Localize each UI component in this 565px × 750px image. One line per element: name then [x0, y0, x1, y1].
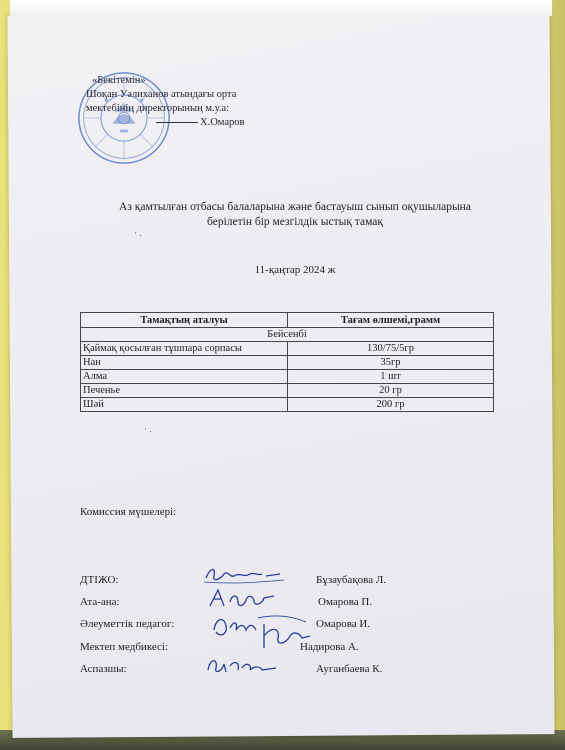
- dish-qty: 130/75/5гр: [288, 342, 494, 356]
- member-role: ДТІЖО:: [80, 574, 119, 586]
- member-role: Аспазшы:: [80, 663, 127, 675]
- commission-label: Комиссия мүшелері:: [80, 506, 177, 518]
- menu-table: [80, 312, 494, 412]
- member-name: Бұзаубақова Л.: [316, 574, 387, 586]
- table-row: [81, 356, 494, 370]
- member-name: Омарова И.: [316, 618, 371, 630]
- member-role: Ата-ана:: [80, 596, 120, 608]
- signature-social-pedagogue: [206, 608, 316, 654]
- approval-block: [86, 74, 244, 130]
- table-row: [81, 342, 494, 356]
- title-line-2: берілетін бір мезгілдік ыстық тамақ: [207, 216, 383, 228]
- approval-director-line: мектебінің директорының м.у.а:: [86, 103, 229, 114]
- dish-name: Қаймақ қосылған тұшпара сорпасы: [81, 342, 288, 356]
- document-date: 11-қаңтар 2024 ж: [254, 264, 336, 276]
- approval-title: «Бекітемін»: [92, 75, 146, 86]
- approval-school-line: Шоқан Уәлиханов атындағы орта: [86, 89, 237, 100]
- document-title: [60, 200, 530, 230]
- ink-speck: · .: [134, 228, 142, 238]
- table-row: [81, 370, 494, 384]
- day-cell: Бейсенбі: [81, 328, 494, 342]
- paper-top-edge: [10, 0, 552, 16]
- dish-name: Алма: [81, 370, 288, 384]
- member-row: [80, 663, 500, 679]
- dish-qty: 35гр: [288, 356, 494, 370]
- ink-speck: · .: [144, 424, 152, 434]
- approval-signature-line: [86, 116, 244, 130]
- director-name: Х.Омаров: [200, 117, 245, 128]
- member-role: Мектеп медбикесі:: [80, 641, 169, 653]
- dish-qty: 20 гр: [288, 384, 494, 398]
- member-role: Әлеуметтік педагог:: [80, 618, 175, 630]
- day-row: [81, 328, 494, 342]
- member-name: Надирова А.: [300, 641, 359, 653]
- header-dish-name: Тамақтың аталуы: [81, 313, 288, 328]
- title-line-1: Аз қамтылған отбасы балаларына және бастауыш сынып оқушыларына: [119, 201, 471, 213]
- member-row: [80, 574, 500, 590]
- dish-name: Шәй: [81, 398, 288, 412]
- member-name: Омарова П.: [318, 596, 373, 608]
- table-row: [81, 398, 494, 412]
- dish-name: Нан: [81, 356, 288, 370]
- table-row: [81, 384, 494, 398]
- dish-qty: 200 гр: [288, 398, 494, 412]
- member-name: Ауганбаева К.: [316, 663, 383, 675]
- signature-dtizho: [200, 562, 290, 588]
- table-header-row: [81, 313, 494, 328]
- dish-qty: 1 шт: [288, 370, 494, 384]
- header-portion-size: Тағам өлшемі,грамм: [288, 313, 494, 328]
- signature-cook: [202, 652, 286, 678]
- dish-name: Печенье: [81, 384, 288, 398]
